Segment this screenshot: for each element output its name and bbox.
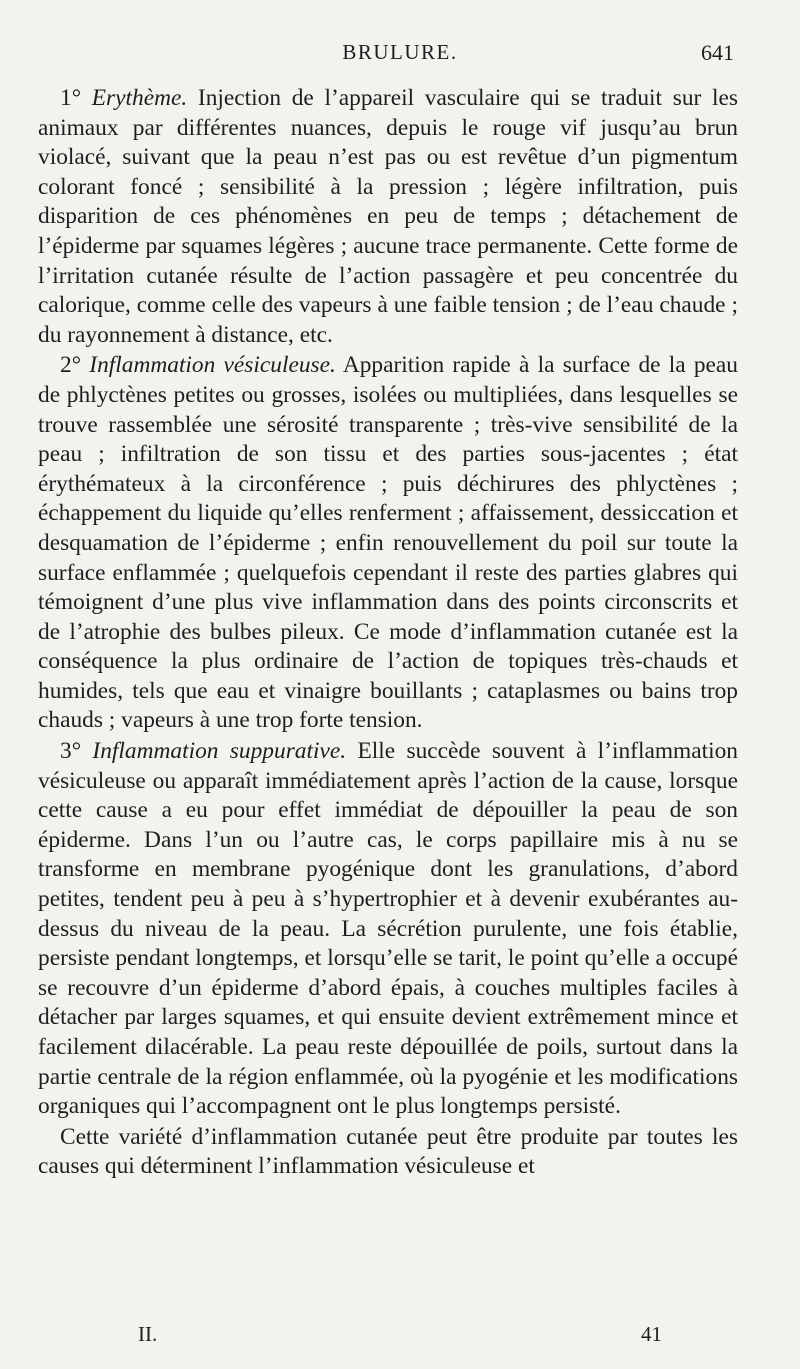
paragraph-text: Elle succède souvent à l’inflammation vésiculeuse ou apparaît immédiatement après l’action de la cause, lorsque cette cause a eu pour effet immédiat de dépouiller la peau de son épiderme. Dans l’un ou l’autre cas, le corps papillaire mis à nu se transforme en membrane pyogénique dont les granulations, d’abord petites, tendent peu à peu à s’hypertrophier et à devenir exubérantes au-dessus du niveau de la peau. La sécrétion purulente, une fois établie, persiste pendant longtemps, et lorsqu’elle se tarit, le point qu’elle a occupé se recouvre d’un épiderme d’abord épais, à couches multiples faciles à détacher par larges squames, et qui ensuite devient extrêmement mince et facilement dilacérable. La peau reste dépouillée de poils, surtout dans la partie centrale de la région enflammée, où la pyogénie et les modifications organiques qui l’accompagnent ont le plus longtemps persisté. <box>38 738 738 1120</box>
paragraph-erytheme <box>38 84 738 350</box>
paragraph-inflammation-vesiculeuse <box>38 351 738 736</box>
paragraph-heading: Inflammation suppurative. <box>92 738 347 765</box>
paragraph-text: Apparition rapide à la surface de la peau de phlyctènes petites ou grosses, isolées ou multipliées, dans lesquelles se trouve rassemblée une sérosité transparente ; très-vive sensibilité de la peau ; infiltration de son tissu et des parties sous-jacentes ; état érythémateux à la circonférence ; puis déchirures des phlyctènes ; échappement du liquide qu’elles renferment ; affaissement, dessiccation et desquamation de l’épiderme ; enfin renouvellement du poil sur toute la surface enflammée ; quelquefois cependant il reste des parties glabres qui témoignent d’une plus vive inflammation dans des points circonscrits et de l’atrophie des bulbes pileux. Ce mode d’inflammation cutanée est la conséquence la plus ordinaire de l’action de topiques très-chauds et humides, tels que eau et vinaigre bouillants ; cataplasmes ou bains trop chauds ; vapeurs à une trop forte tension. <box>38 352 738 734</box>
signature-mark: 41 <box>641 1322 662 1346</box>
paragraph-text: Cette variété d’inflammation cutanée peut être produite par toutes les causes qui déterminent l’inflammation vésiculeuse et <box>38 1123 738 1180</box>
paragraph-inflammation-suppurative <box>38 737 738 1122</box>
volume-mark: II. <box>138 1322 158 1346</box>
paragraph-heading: Erythème. <box>91 85 188 111</box>
page-footer <box>38 1322 762 1352</box>
paragraph-number: 3° <box>60 738 82 765</box>
paragraph-number: 2° <box>60 352 82 379</box>
paragraph-number: 1° <box>60 85 82 111</box>
paragraph-heading: Inflammation vésiculeuse. <box>89 352 336 379</box>
paragraph-continuation <box>38 1123 738 1182</box>
running-title: BRULURE. <box>342 40 458 64</box>
running-head <box>38 40 762 72</box>
page-number: 641 <box>701 40 734 65</box>
paragraph-text: Injection de l’appareil vasculaire qui se traduit sur les animaux par différentes nuances, depuis le rouge vif jusqu’au brun violacé, suivant que la peau n’est pas ou est revêtue d’un pigmentum colorant foncé ; sensibilité à la pression ; légère infiltration, puis disparition de ces phénomènes en peu de temps ; détachement de l’épiderme par squames légères ; aucune trace permanente. Cette forme de l’irritation cutanée résulte de l’action passagère et peu concentrée du calorique, comme celle des vapeurs à une faible tension ; de l’eau chaude ; du rayonnement à distance, etc. <box>38 85 738 348</box>
body-text <box>38 84 738 1182</box>
